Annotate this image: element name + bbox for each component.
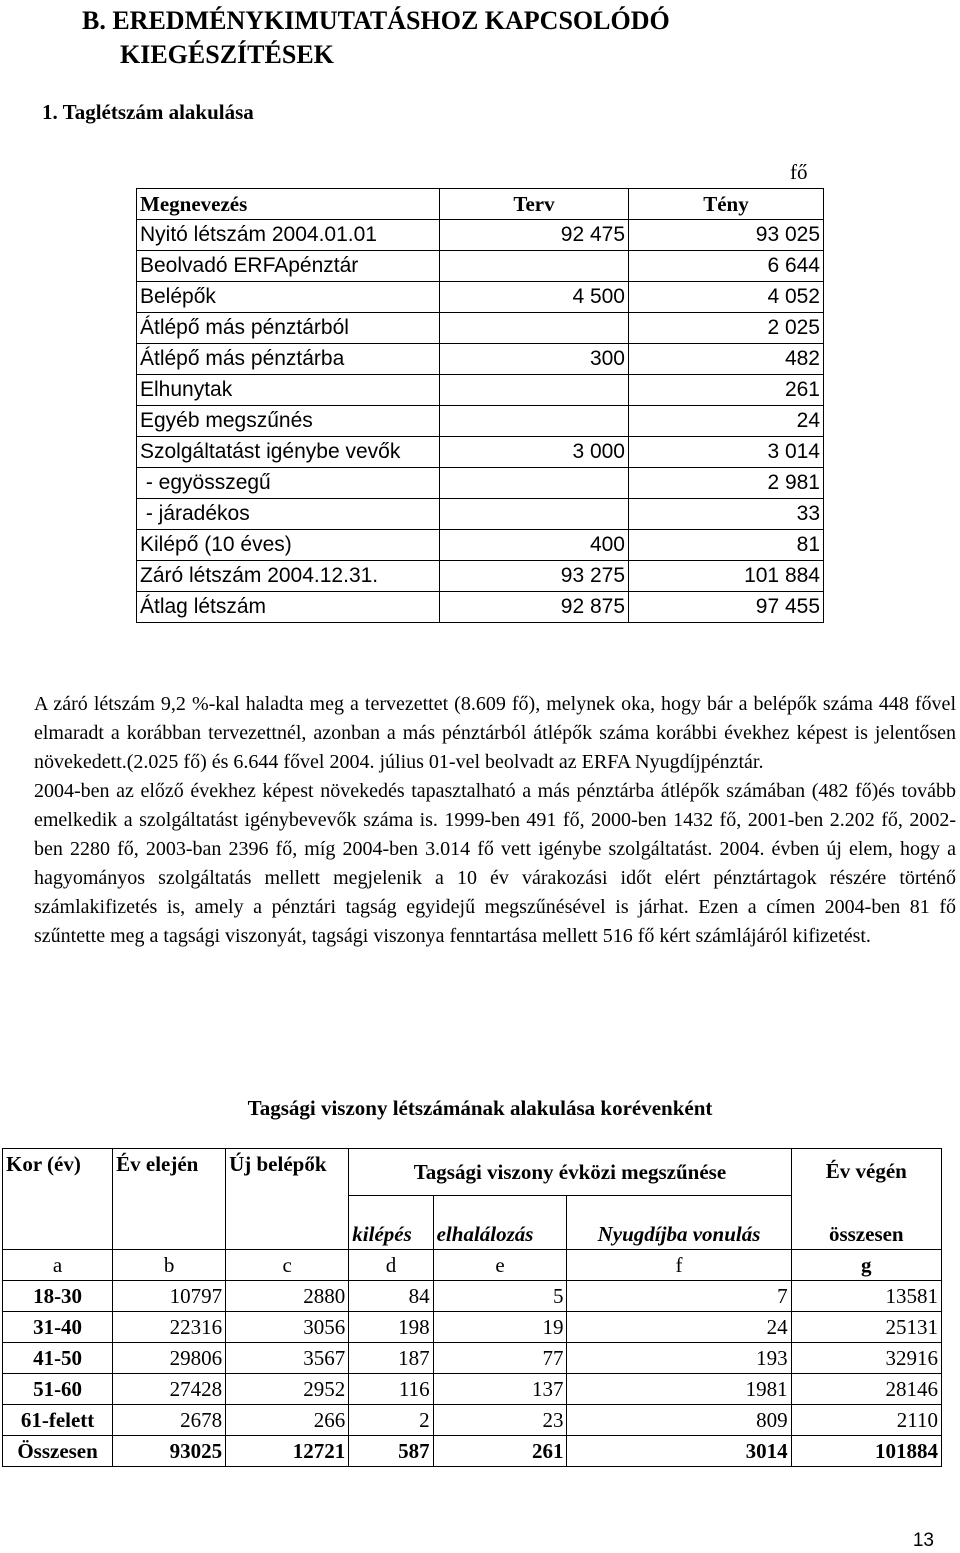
- plan-value: [440, 313, 629, 344]
- analysis-text: [34, 690, 956, 951]
- column-letter: g: [791, 1250, 941, 1281]
- actual-value: 81: [629, 530, 824, 561]
- plan-value: 93 275: [440, 561, 629, 592]
- cell: 137: [433, 1374, 567, 1405]
- row-label: Záró létszám 2004.12.31.: [137, 561, 440, 592]
- cell: 187: [349, 1343, 433, 1374]
- actual-value: 261: [629, 375, 824, 406]
- table-row: [3, 1343, 942, 1374]
- table-row: [137, 530, 824, 561]
- plan-value: 3 000: [440, 437, 629, 468]
- table-row: [137, 220, 824, 251]
- cell: 2110: [791, 1405, 941, 1436]
- header-cell: Tény: [629, 189, 824, 220]
- paragraph-2: 2004-ben az előző évekhez képest növekedés tapasztalható a más pénztárba átlépők számában (482 fő)és tovább emelkedik a szolgáltatást igénybevevők száma is. 1999-ben 491 fő, 2000-ben 1432 fő, 2001-ben 2.202 fő, 2002-ben 2280 fő, 2003-ban 2396 fő, míg 2004-ben 3.014 fő vett igénybe szolgáltatást. 2004. évben új elem, hogy a hagyományos szolgáltatás mellett megjelenik a 10 év várakozási időt elért pénztártagok részére történő számlakifizetés is, amely a pénztári tagság egyidejű megszűnésével is járhat. Ezen a címen 2004-ben 81 fő szűntette meg a tagsági viszonyát, tagsági viszonya fenntartása mellett 516 fő kért számlájáról kifizetést.: [34, 780, 956, 947]
- header-cell: Kor (év): [3, 1149, 113, 1250]
- table-row: [137, 561, 824, 592]
- cell: 3567: [226, 1343, 349, 1374]
- row-label: Átlépő más pénztárba: [137, 344, 440, 375]
- age-group: 31-40: [3, 1312, 113, 1343]
- total-cell: 261: [433, 1436, 567, 1467]
- column-letter: b: [113, 1250, 226, 1281]
- total-cell: 93025: [113, 1436, 226, 1467]
- actual-value: 2 025: [629, 313, 824, 344]
- plan-value: 92 875: [440, 592, 629, 623]
- section-title-line1: B. EREDMÉNYKIMUTATÁSHOZ KAPCSOLÓDÓ: [82, 6, 670, 35]
- row-label: Szolgáltatást igénybe vevők: [137, 437, 440, 468]
- cell: 7: [567, 1281, 791, 1312]
- table-row: [137, 437, 824, 468]
- row-label: - járadékos: [137, 499, 440, 530]
- row-label: Átlag létszám: [137, 592, 440, 623]
- cell: 2880: [226, 1281, 349, 1312]
- actual-value: 101 884: [629, 561, 824, 592]
- total-cell: 101884: [791, 1436, 941, 1467]
- header-cell: Terv: [440, 189, 629, 220]
- actual-value: 24: [629, 406, 824, 437]
- actual-value: 97 455: [629, 592, 824, 623]
- cell: 19: [433, 1312, 567, 1343]
- header-label: Év végén: [825, 1159, 907, 1183]
- column-letter: f: [567, 1250, 791, 1281]
- cell: 2952: [226, 1374, 349, 1405]
- actual-value: 3 014: [629, 437, 824, 468]
- plan-value: 4 500: [440, 282, 629, 313]
- cell: 3056: [226, 1312, 349, 1343]
- age-group: 51-60: [3, 1374, 113, 1405]
- letter-row: [3, 1250, 942, 1281]
- total-label: Összesen: [3, 1436, 113, 1467]
- table-row: [3, 1281, 942, 1312]
- header-cell: kilépés: [349, 1196, 433, 1250]
- cell: 2: [349, 1405, 433, 1436]
- cell: 116: [349, 1374, 433, 1405]
- row-label: Beolvadó ERFApénztár: [137, 251, 440, 282]
- cell: 22316: [113, 1312, 226, 1343]
- header-cell: Új belépők: [226, 1149, 349, 1250]
- table-header-row: [3, 1149, 942, 1196]
- row-label: Kilépő (10 éves): [137, 530, 440, 561]
- actual-value: 6 644: [629, 251, 824, 282]
- age-group: 18-30: [3, 1281, 113, 1312]
- cell: 198: [349, 1312, 433, 1343]
- plan-value: 400: [440, 530, 629, 561]
- plan-value: 92 475: [440, 220, 629, 251]
- row-label: Nyitó létszám 2004.01.01: [137, 220, 440, 251]
- section-title-line2: KIEGÉSZÍTÉSEK: [120, 40, 334, 69]
- header-cell: [791, 1149, 941, 1250]
- cell: 29806: [113, 1343, 226, 1374]
- plan-value: [440, 468, 629, 499]
- cell: 27428: [113, 1374, 226, 1405]
- cell: 1981: [567, 1374, 791, 1405]
- subsection-title: 1. Taglétszám alakulása: [42, 100, 254, 124]
- table-row: [137, 282, 824, 313]
- table2-title: Tagsági viszony létszámának alakulása korévenként: [247, 1096, 713, 1120]
- cell: 25131: [791, 1312, 941, 1343]
- table-row: [137, 406, 824, 437]
- table-row: [137, 251, 824, 282]
- column-letter: e: [433, 1250, 567, 1281]
- table-row: [3, 1374, 942, 1405]
- column-letter: a: [3, 1250, 113, 1281]
- plan-value: [440, 251, 629, 282]
- cell: 24: [567, 1312, 791, 1343]
- cell: 809: [567, 1405, 791, 1436]
- actual-value: 2 981: [629, 468, 824, 499]
- table-header-row: [137, 189, 824, 220]
- cell: 32916: [791, 1343, 941, 1374]
- table-row: [137, 499, 824, 530]
- actual-value: 482: [629, 344, 824, 375]
- plan-value: [440, 375, 629, 406]
- header-cell: Év elején: [113, 1149, 226, 1250]
- header-cell: elhalálozás: [433, 1196, 567, 1250]
- cell: 77: [433, 1343, 567, 1374]
- table-row: [137, 313, 824, 344]
- table-row: [137, 375, 824, 406]
- table-row: [137, 468, 824, 499]
- plan-value: 300: [440, 344, 629, 375]
- age-group-table: [2, 1148, 942, 1467]
- page-number: 13: [912, 1530, 934, 1551]
- paragraph-1: A záró létszám 9,2 %-kal haladta meg a tervezettet (8.609 fő), melynek oka, hogy bár a belépők száma 448 fővel elmaradt a korábban tervezettnél, azonban a más pénztárból átlépők száma korábbi évekhez képest is jelentősen növekedett.(2.025 fő) és 6.644 fővel 2004. július 01-vel beolvadt az ERFA Nyugdíjpénztár.: [34, 693, 956, 773]
- table-row: [137, 344, 824, 375]
- section-title: [82, 4, 670, 72]
- header-cell: Nyugdíjba vonulás: [567, 1196, 791, 1250]
- header-cell: Megnevezés: [137, 189, 440, 220]
- age-group: 41-50: [3, 1343, 113, 1374]
- cell: 5: [433, 1281, 567, 1312]
- cell: 2678: [113, 1405, 226, 1436]
- header-label: összesen: [828, 1222, 904, 1246]
- cell: 84: [349, 1281, 433, 1312]
- age-group: 61-felett: [3, 1405, 113, 1436]
- plan-value: [440, 406, 629, 437]
- table-row: [3, 1405, 942, 1436]
- cell: 10797: [113, 1281, 226, 1312]
- column-letter: c: [226, 1250, 349, 1281]
- total-cell: 3014: [567, 1436, 791, 1467]
- header-cell: Tagsági viszony évközi megszűnése: [349, 1149, 791, 1196]
- cell: 23: [433, 1405, 567, 1436]
- total-cell: 12721: [226, 1436, 349, 1467]
- headcount-table: [136, 188, 824, 623]
- row-label: Átlépő más pénztárból: [137, 313, 440, 344]
- row-label: Belépők: [137, 282, 440, 313]
- actual-value: 33: [629, 499, 824, 530]
- column-letter: d: [349, 1250, 433, 1281]
- table-row: [3, 1312, 942, 1343]
- row-label: Elhunytak: [137, 375, 440, 406]
- row-label: Egyéb megszűnés: [137, 406, 440, 437]
- cell: 28146: [791, 1374, 941, 1405]
- unit-label: fő: [790, 160, 808, 184]
- total-cell: 587: [349, 1436, 433, 1467]
- actual-value: 93 025: [629, 220, 824, 251]
- actual-value: 4 052: [629, 282, 824, 313]
- plan-value: [440, 499, 629, 530]
- cell: 13581: [791, 1281, 941, 1312]
- total-row: [3, 1436, 942, 1467]
- row-label: - egyösszegű: [137, 468, 440, 499]
- cell: 266: [226, 1405, 349, 1436]
- cell: 193: [567, 1343, 791, 1374]
- table-row: [137, 592, 824, 623]
